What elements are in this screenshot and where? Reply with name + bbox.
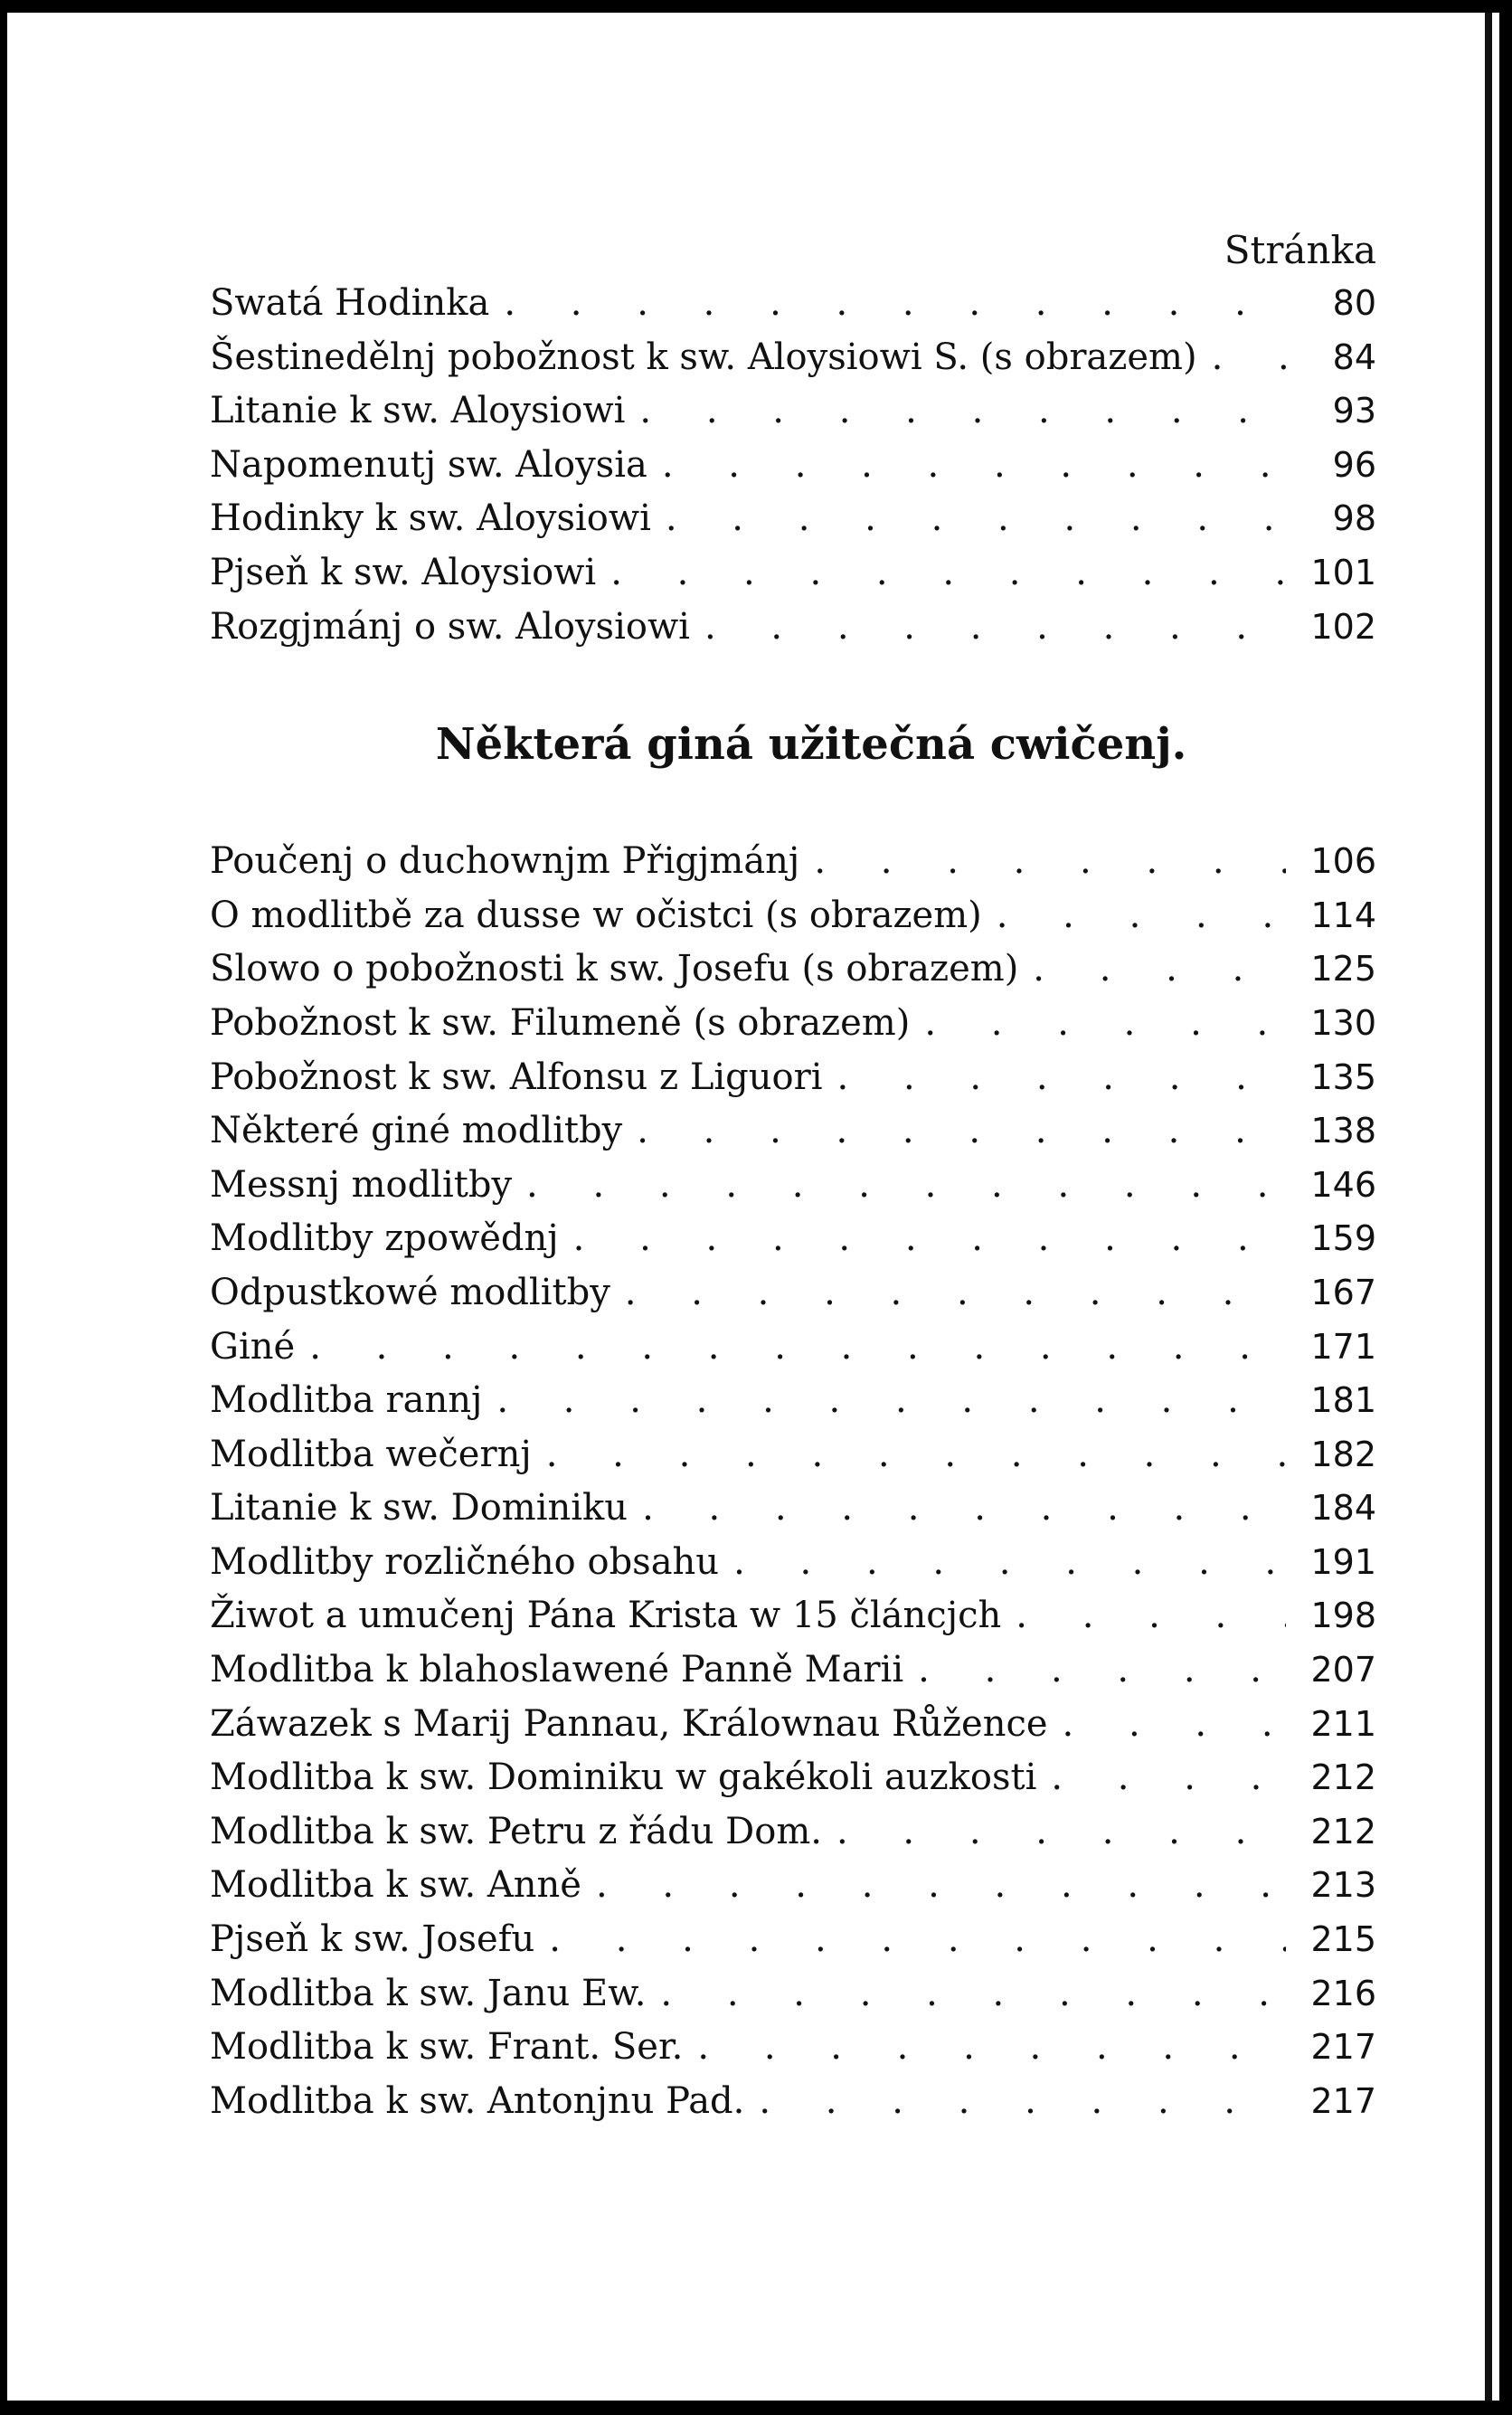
- toc-entry-page: 106: [1310, 841, 1376, 882]
- toc-entry: [210, 1321, 1376, 1375]
- leader-dots: [837, 1051, 1286, 1105]
- toc-entry: [210, 1913, 1376, 1967]
- toc-entry: [210, 384, 1376, 439]
- leader-dots: [997, 889, 1286, 943]
- toc-entry-title: Messnj modlitby: [210, 1163, 513, 1206]
- toc-entry: [210, 2021, 1376, 2075]
- toc-entry-page: 182: [1310, 1434, 1376, 1474]
- toc-entry: [210, 1428, 1376, 1482]
- toc-group-2: [210, 835, 1376, 2128]
- toc-entry-page: 167: [1310, 1272, 1376, 1312]
- toc-entry: [210, 1859, 1376, 1913]
- toc-entry-title: Modlitba k sw. Frant. Ser.: [210, 2026, 684, 2069]
- toc-entry-title: Modlitba k sw. Anně: [210, 1864, 581, 1907]
- toc-entry-title: Některé giné modlitby: [210, 1110, 623, 1152]
- toc-entry-title: Modlitba k sw. Antonjnu Pad.: [210, 2079, 745, 2122]
- toc-entry-title: Litanie k sw. Dominiku: [210, 1487, 628, 1530]
- toc-entry-title: Pobožnost k sw. Alfonsu z Liguori: [210, 1056, 823, 1098]
- toc-entry-title: Modlitby zpowědnj: [210, 1217, 559, 1260]
- toc-entry: [210, 1536, 1376, 1590]
- toc-entry-title: Hodinky k sw. Aloysiowi: [210, 497, 651, 540]
- toc-entry-title: Pobožnost k sw. Filumeně (s obrazem): [210, 1001, 911, 1044]
- toc-entry: [210, 2075, 1376, 2129]
- toc-entry-title: Rozgjmánj o sw. Aloysiowi: [210, 605, 690, 648]
- toc-entry-page: 146: [1310, 1164, 1376, 1205]
- toc-entry-title: Záwazek s Marij Pannau, Králownau Růžence: [210, 1702, 1048, 1745]
- toc-entry-title: Litanie k sw. Aloysiowi: [210, 390, 626, 432]
- toc-entry: [210, 1212, 1376, 1266]
- leader-dots: [596, 1859, 1286, 1913]
- toc-entry: [210, 1589, 1376, 1643]
- leader-dots: [660, 1967, 1286, 2022]
- toc-entry-title: Modlitby rozličného obsahu: [210, 1540, 720, 1583]
- toc-entry-page: 217: [1310, 2027, 1376, 2068]
- toc-entry-page: 184: [1310, 1488, 1376, 1529]
- toc-entry-title: Žiwot a umučenj Pána Krista w 15 článcjch: [210, 1595, 1002, 1637]
- leader-dots: [733, 1536, 1286, 1590]
- toc-entry-title: Modlitba k blahoslawené Panně Marii: [210, 1649, 904, 1691]
- leader-dots: [697, 2021, 1286, 2075]
- toc-entry: [210, 1374, 1376, 1428]
- toc-entry-page: 212: [1310, 1757, 1376, 1798]
- toc-entry: [210, 1698, 1376, 1752]
- toc-entry: [210, 1104, 1376, 1159]
- page-edge-rule: [1485, 13, 1492, 2401]
- toc-entry-title: Modlitba rannj: [210, 1379, 483, 1422]
- toc-entry-page: 211: [1310, 1703, 1376, 1744]
- toc-entry-title: Pjseň k sw. Josefu: [210, 1918, 535, 1961]
- toc-entry-title: Slowo o pobožnosti k sw. Josefu (s obrazem): [210, 948, 1019, 990]
- page-column-header: Stránka: [1224, 228, 1376, 272]
- leader-dots: [637, 1104, 1286, 1159]
- toc-entry: [210, 492, 1376, 546]
- leader-dots: [704, 601, 1286, 655]
- toc-entry: [210, 439, 1376, 493]
- toc-entry-page: 130: [1310, 1002, 1376, 1043]
- toc-entry: [210, 1051, 1376, 1105]
- leader-dots: [1063, 1698, 1286, 1752]
- toc-entry-title: Modlitba k sw. Petru z řádu Dom.: [210, 1810, 822, 1852]
- toc-entry-title: Swatá Hodinka: [210, 282, 490, 324]
- toc-entry-title: Modlitba k sw. Dominiku w gakékoli auzkosti: [210, 1757, 1037, 1799]
- leader-dots: [639, 384, 1286, 439]
- toc-entry: [210, 942, 1376, 997]
- toc-entry-page: 198: [1310, 1596, 1376, 1636]
- toc-entry: [210, 1967, 1376, 2022]
- toc-entry-page: 181: [1310, 1380, 1376, 1421]
- leader-dots: [610, 546, 1286, 601]
- toc-entry-title: Napomenutj sw. Aloysia: [210, 443, 647, 486]
- toc-entry: [210, 1266, 1376, 1321]
- toc-entry-title: Modlitba k sw. Janu Ew.: [210, 1972, 647, 2014]
- leader-dots: [526, 1159, 1286, 1213]
- toc-entry: [210, 1805, 1376, 1860]
- toc-entry-title: Šestinedělnj pobožnost k sw. Aloysiowi S. (s obrazem): [210, 336, 1197, 378]
- toc-entry: [210, 997, 1376, 1051]
- toc-entry: [210, 889, 1376, 943]
- toc-entry-page: 93: [1332, 391, 1376, 431]
- leader-dots: [918, 1643, 1286, 1698]
- toc-entry: [210, 835, 1376, 889]
- toc-entry-title: O modlitbě za dusse w očistci (s obrazem): [210, 894, 982, 936]
- toc-entry-page: 191: [1310, 1541, 1376, 1582]
- toc-entry-page: 98: [1332, 498, 1376, 539]
- leader-dots: [549, 1913, 1286, 1967]
- toc-entry-title: Odpustkowé modlitby: [210, 1271, 610, 1313]
- leader-dots: [836, 1805, 1286, 1860]
- table-of-contents: [210, 224, 1376, 2128]
- leader-dots: [666, 492, 1286, 546]
- leader-dots: [546, 1428, 1286, 1482]
- toc-entry: [210, 331, 1376, 385]
- toc-entry-page: 96: [1332, 444, 1376, 485]
- toc-entry-page: 84: [1332, 336, 1376, 377]
- leader-dots: [924, 997, 1286, 1051]
- toc-entry-page: 217: [1310, 2080, 1376, 2121]
- toc-entry-page: 159: [1310, 1218, 1376, 1259]
- toc-entry-page: 213: [1310, 1865, 1376, 1906]
- leader-dots: [662, 439, 1286, 493]
- toc-entry-title: Giné: [210, 1325, 296, 1368]
- toc-entry: [210, 1159, 1376, 1213]
- toc-entry-page: 114: [1310, 895, 1376, 935]
- toc-entry-page: 207: [1310, 1650, 1376, 1690]
- toc-entry: [210, 1643, 1376, 1698]
- toc-entry-page: 171: [1310, 1326, 1376, 1367]
- toc-group-1: [210, 277, 1376, 654]
- leader-dots: [814, 835, 1286, 889]
- toc-entry-page: 102: [1310, 606, 1376, 647]
- toc-entry: [210, 601, 1376, 655]
- toc-entry-page: 215: [1310, 1919, 1376, 1960]
- leader-dots: [1051, 1751, 1286, 1805]
- leader-dots: [504, 277, 1286, 331]
- leader-dots: [625, 1266, 1286, 1321]
- toc-entry-page: 216: [1310, 1973, 1376, 2013]
- toc-entry-page: 212: [1310, 1811, 1376, 1852]
- toc-entry: [210, 1482, 1376, 1536]
- toc-entry: [210, 277, 1376, 331]
- toc-entry-page: 135: [1310, 1056, 1376, 1097]
- section-heading: Některá giná užitečná cwičenj.: [435, 719, 1187, 771]
- leader-dots: [496, 1374, 1286, 1428]
- toc-entry: [210, 1751, 1376, 1805]
- leader-dots: [642, 1482, 1286, 1536]
- toc-entry-title: Poučenj o duchownjm Přigjmánj: [210, 840, 800, 883]
- leader-dots: [309, 1321, 1286, 1375]
- leader-dots: [1212, 331, 1286, 385]
- toc-entry-page: 138: [1310, 1111, 1376, 1151]
- leader-dots: [573, 1212, 1286, 1266]
- toc-entry: [210, 546, 1376, 601]
- toc-entry-page: 125: [1310, 949, 1376, 990]
- toc-entry-page: 80: [1332, 283, 1376, 323]
- toc-entry-title: Modlitba wečernj: [210, 1433, 532, 1475]
- toc-entry-title: Pjseň k sw. Aloysiowi: [210, 551, 597, 593]
- leader-dots: [1033, 942, 1286, 997]
- leader-dots: [759, 2075, 1286, 2129]
- leader-dots: [1016, 1589, 1286, 1643]
- toc-entry-page: 101: [1310, 552, 1376, 592]
